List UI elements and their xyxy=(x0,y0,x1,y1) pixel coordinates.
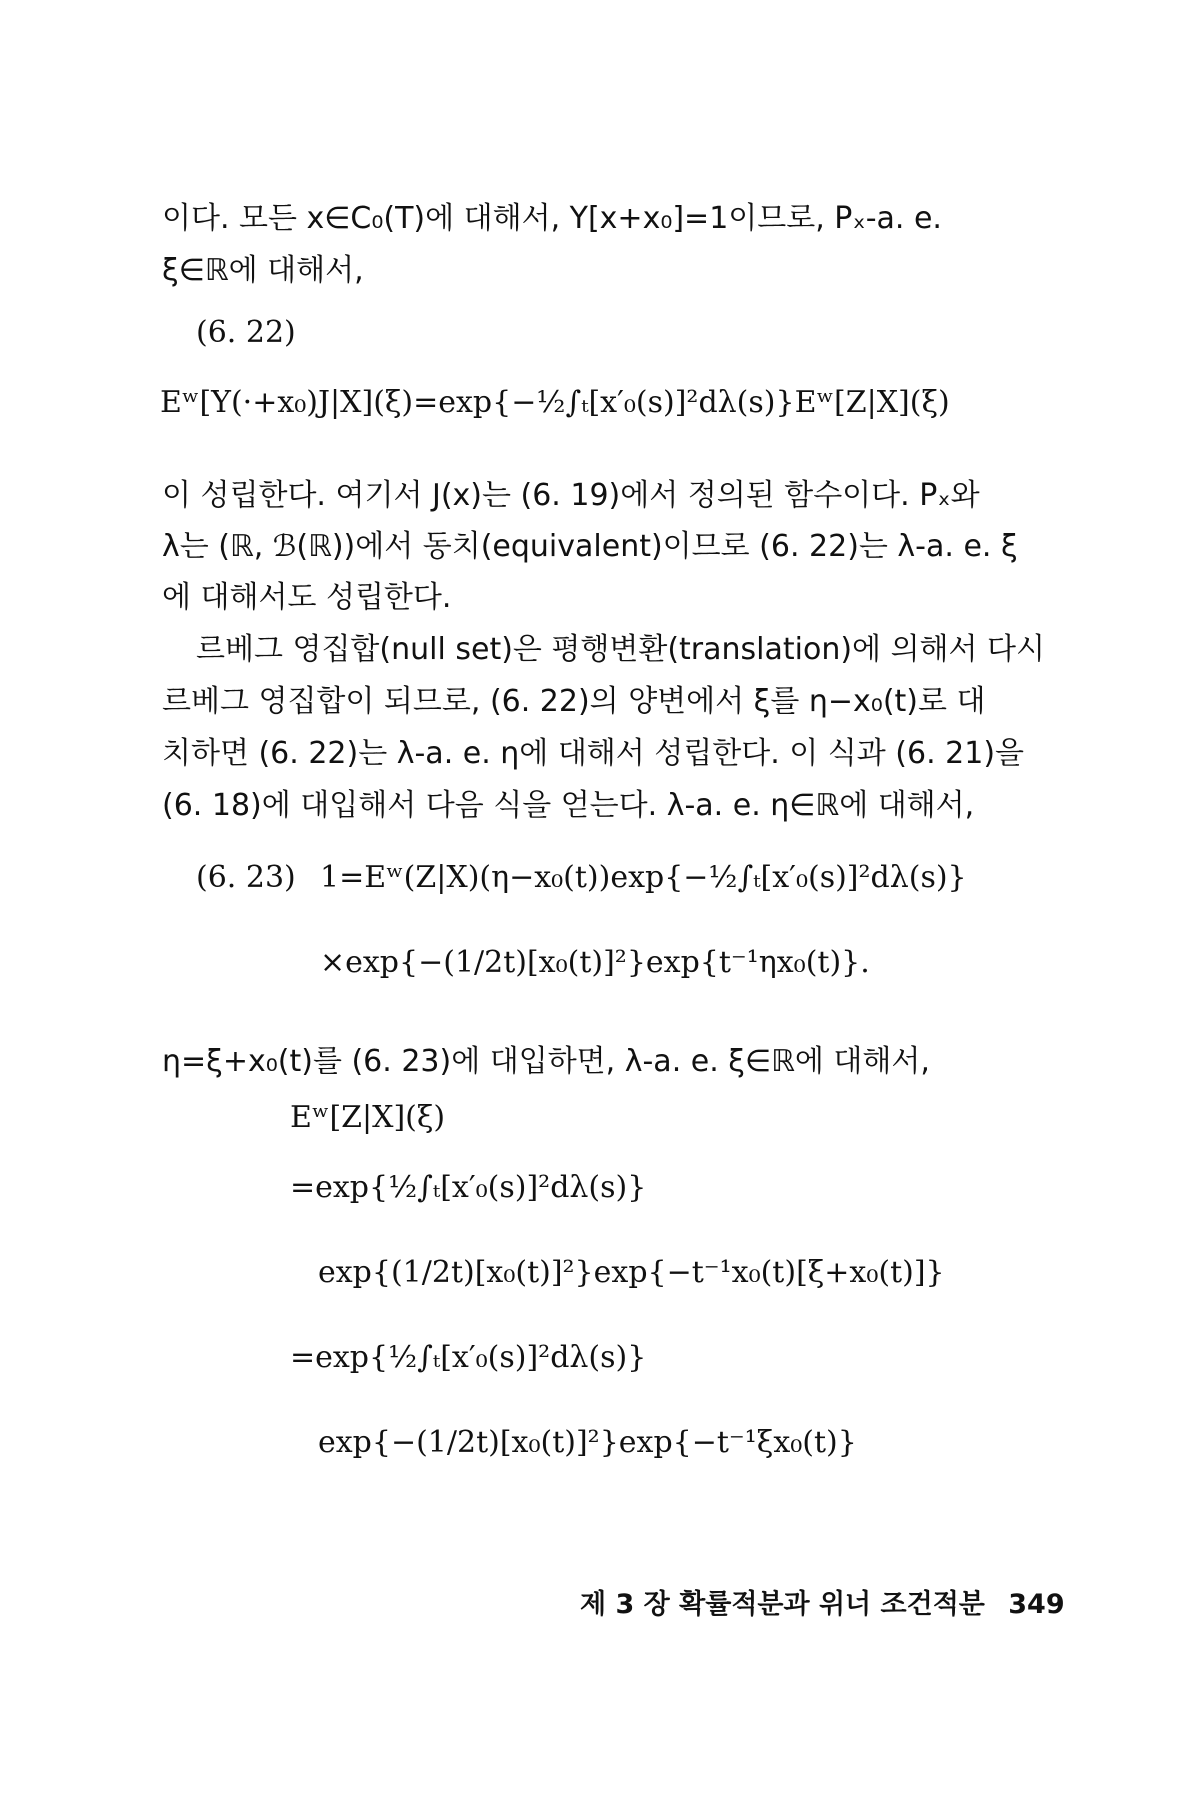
text-line: 르베그 영집합(null set)은 평행변환(translation)에 의해서 다시 xyxy=(196,632,1046,667)
text-line: ξ∈ℝ에 대해서, xyxy=(162,253,364,288)
chapter-title: 제 3 장 확률적분과 위너 조건적분 xyxy=(580,1589,985,1620)
equation: exp{(1/2t)[x₀(t)]²}exp{−t⁻¹x₀(t)[ξ+x₀(t)]} xyxy=(318,1255,945,1290)
text-line: 치하면 (6. 22)는 λ-a. e. η에 대해서 성립한다. 이 식과 (6. 21)을 xyxy=(162,736,1025,771)
text-line: 르베그 영집합이 되므로, (6. 22)의 양변에서 ξ를 η−x₀(t)로 대 xyxy=(162,684,986,719)
equation: exp{−(1/2t)[x₀(t)]²}exp{−t⁻¹ξx₀(t)} xyxy=(318,1425,857,1460)
equation: Eʷ[Y(·+x₀)J|X](ξ)=exp{−½∫ₜ[x′₀(s)]²dλ(s)}Eʷ[Z|X](ξ) xyxy=(160,385,950,420)
text-line: η=ξ+x₀(t)를 (6. 23)에 대입하면, λ-a. e. ξ∈ℝ에 대해서, xyxy=(162,1044,930,1079)
text-line: λ는 (ℝ, ℬ(ℝ))에서 동치(equivalent)이므로 (6. 22)는 λ-a. e. ξ xyxy=(162,529,1018,564)
text-line: (6. 18)에 대입해서 다음 식을 얻는다. λ-a. e. η∈ℝ에 대해서, xyxy=(162,788,975,823)
text-line: 이다. 모든 x∈C₀(T)에 대해서, Y[x+x₀]=1이므로, Pₓ-a. e. xyxy=(162,201,942,236)
equation: Eʷ[Z|X](ξ) xyxy=(290,1100,446,1135)
equation-label: (6. 23) xyxy=(196,860,296,895)
text-line: 이 성립한다. 여기서 J(x)는 (6. 19)에서 정의된 함수이다. Pₓ와 xyxy=(162,478,980,513)
equation: =exp{½∫ₜ[x′₀(s)]²dλ(s)} xyxy=(290,1170,647,1205)
equation: =exp{½∫ₜ[x′₀(s)]²dλ(s)} xyxy=(290,1340,647,1375)
running-footer xyxy=(580,1582,1065,1621)
text-line: 에 대해서도 성립한다. xyxy=(162,580,452,615)
equation: 1=Eʷ(Z|X)(η−x₀(t))exp{−½∫ₜ[x′₀(s)]²dλ(s)} xyxy=(320,860,967,895)
equation: ×exp{−(1/2t)[x₀(t)]²}exp{t⁻¹ηx₀(t)}. xyxy=(320,945,870,980)
page-number: 349 xyxy=(1008,1589,1065,1620)
equation-label: (6. 22) xyxy=(196,315,296,350)
